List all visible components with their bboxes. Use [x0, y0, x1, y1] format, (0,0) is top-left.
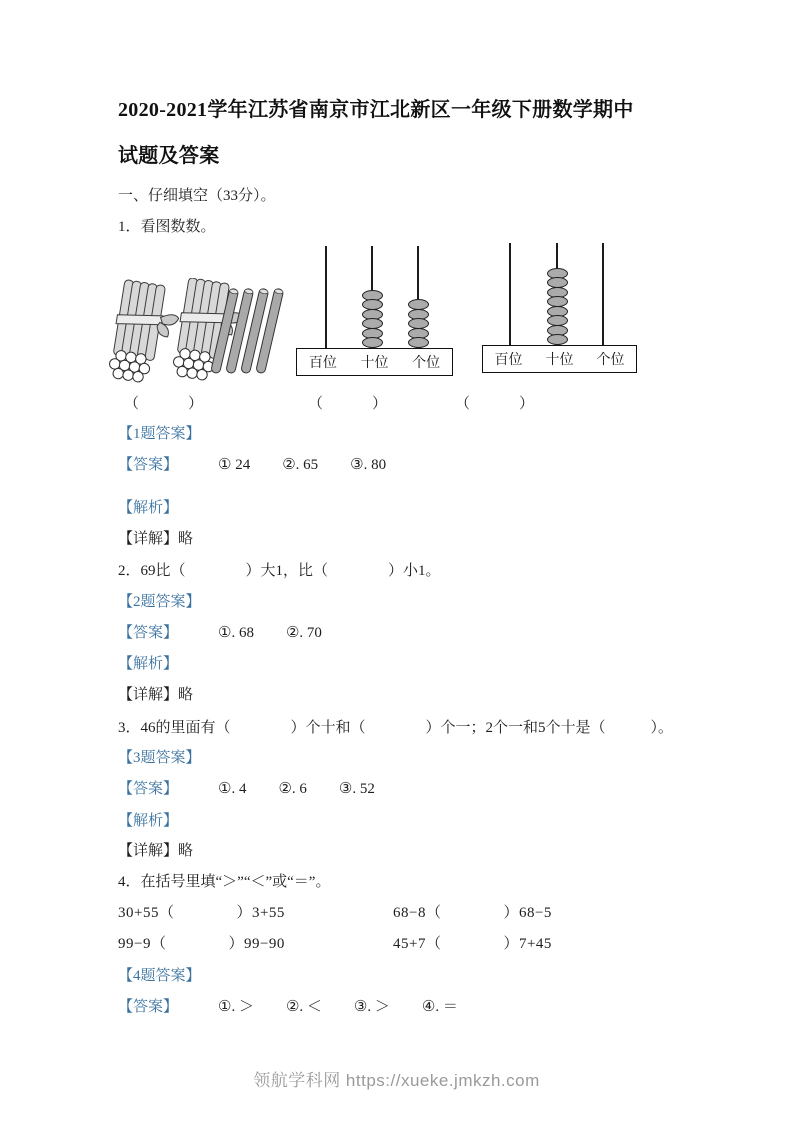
label-tens: 十位 [360, 356, 389, 371]
page-title-line2: 试题及答案 [118, 145, 220, 167]
answer-item: ③. ＞ [353, 999, 390, 1015]
answer-tag: 【答案】 [118, 999, 179, 1015]
abacus-place-label-box [296, 348, 453, 376]
answer-item: ③. 52 [338, 781, 375, 797]
bead-stack-tens [361, 291, 383, 348]
answer-item: ②. ＜ [285, 999, 322, 1015]
answer-items [218, 623, 354, 643]
label-hundreds: 百位 [494, 353, 523, 368]
q2-detail-row [118, 685, 193, 705]
answer-item: ②. 70 [285, 625, 322, 641]
q1-analysis-tag: 【解析】 [118, 500, 179, 516]
answer-item: ①. ＞ [218, 999, 254, 1015]
label-ones: 个位 [596, 353, 625, 368]
q4-expression-4: 45+7（ ）7+45 [393, 936, 552, 952]
answer-tag: 【答案】 [118, 625, 179, 641]
q3-answer-header: 【3题答案】 [118, 750, 201, 766]
answer-item: ④. ＝ [421, 999, 458, 1015]
answer-tag: 【答案】 [118, 457, 179, 473]
abacus-figure-2 [482, 243, 637, 373]
q2-answer-header: 【2题答案】 [118, 594, 201, 610]
page-title-line1: 2020-2021学年江苏省南京市江北新区一年级下册数学期中 [118, 99, 634, 121]
q1-answer-header: 【1题答案】 [118, 426, 201, 442]
q2-analysis-tag: 【解析】 [118, 656, 179, 672]
answer-item: ①. 4 [218, 781, 247, 797]
abacus-rod-hundreds [509, 243, 511, 346]
answer-item: ①. 68 [218, 625, 254, 641]
section-heading: 一、仔细填空（33分）。 [118, 188, 276, 204]
q3-answer-row [118, 779, 407, 799]
label-ones: 个位 [412, 356, 441, 371]
abacus-bead [547, 334, 568, 345]
question-2-text: 2．69比（ ）大1，比（ ）小1。 [118, 563, 441, 579]
answer-item: ②. 65 [282, 457, 319, 473]
label-tens: 十位 [545, 353, 574, 368]
q4-expression-3: 99−9（ ）99−90 [118, 936, 285, 952]
q4-answer-header: 【4题答案】 [118, 968, 201, 984]
q1-blank-2: （ ） [308, 396, 389, 412]
site-watermark: 领航学科网 https://xueke.jmkzh.com [253, 1071, 540, 1090]
answer-tag: 【答案】 [118, 781, 179, 797]
label-hundreds: 百位 [308, 356, 337, 371]
answer-item: ②. 6 [278, 781, 307, 797]
q3-analysis-tag: 【解析】 [118, 813, 179, 829]
q4-answer-row [118, 997, 490, 1017]
answer-items [218, 779, 407, 799]
question-3-text: 3．46的里面有（ ）个十和（ ）个一；2个一和5个十是（ ）。 [118, 720, 674, 736]
q1-answer-row [118, 455, 418, 475]
question-1-text: 1．看图数数。 [118, 219, 216, 235]
abacus-bead [408, 337, 429, 348]
q3-detail-row [118, 841, 193, 861]
detail-text: 略 [178, 687, 194, 703]
answer-item: ① 24 [218, 457, 251, 473]
detail-text: 略 [178, 843, 194, 859]
q1-blank-1: （ ） [124, 396, 205, 412]
bead-stack-ones [407, 301, 429, 349]
q1-blank-3: （ ） [455, 396, 536, 412]
abacus-rod-ones [602, 243, 604, 346]
question-4-text: 4．在括号里填“＞”“＜”或“＝”。 [118, 874, 331, 890]
detail-tag: 【详解】 [118, 843, 179, 859]
abacus-figure-1 [296, 246, 453, 376]
answer-items [218, 997, 490, 1017]
q1-detail-row [118, 529, 193, 549]
counting-sticks-figure [101, 278, 289, 393]
q4-expression-1: 30+55（ ）3+55 [118, 905, 285, 921]
answer-items [218, 455, 418, 475]
q2-answer-row [118, 623, 354, 643]
detail-text: 略 [178, 531, 194, 547]
abacus-place-label-box [482, 345, 637, 373]
q4-expression-2: 68−8（ ）68−5 [393, 905, 552, 921]
answer-item: ③. 80 [350, 457, 387, 473]
abacus-bead [362, 337, 383, 348]
abacus-rod-hundreds [325, 246, 327, 349]
detail-tag: 【详解】 [118, 531, 179, 547]
bead-stack-tens [546, 269, 568, 345]
detail-tag: 【详解】 [118, 687, 179, 703]
